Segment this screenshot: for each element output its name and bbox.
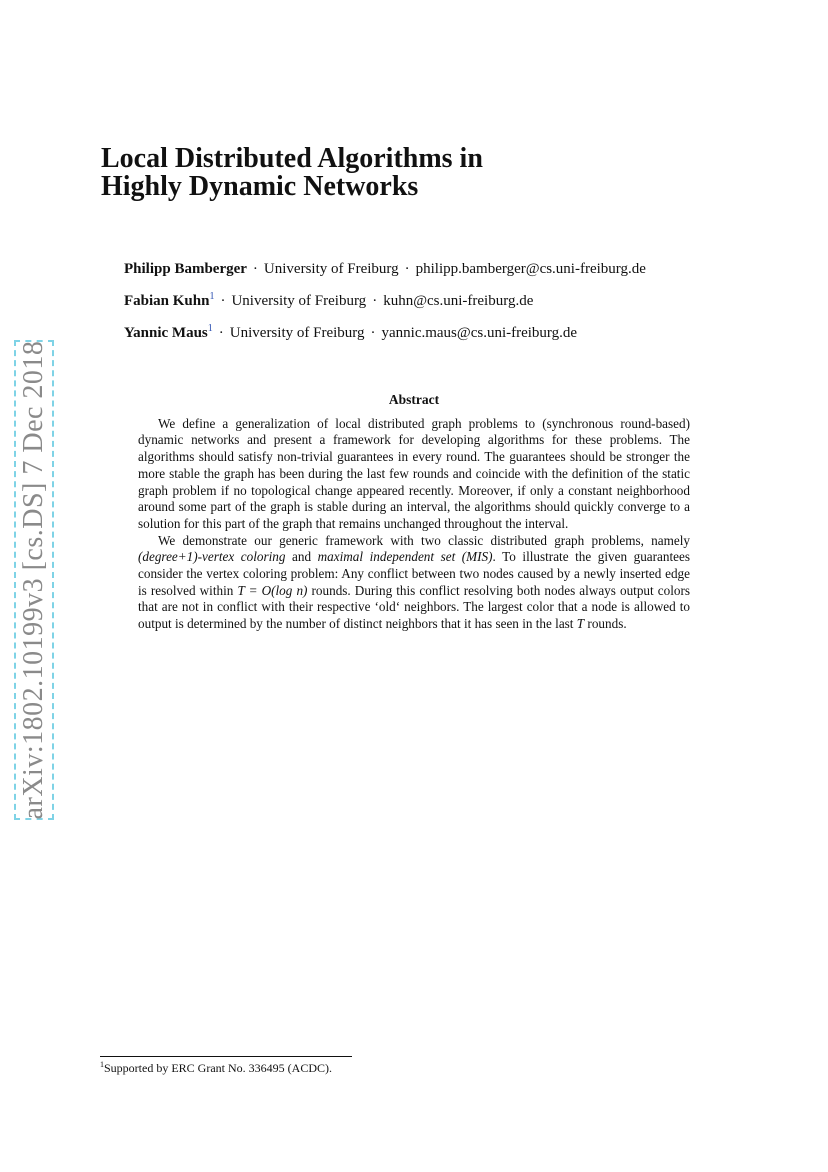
footnote-mark: 1 [100,1060,104,1069]
author-email: kuhn@cs.uni-freiburg.de [383,293,534,309]
author-row [124,315,646,347]
separator: · [218,325,224,341]
footnote-text: Supported by ERC Grant No. 336495 (ACDC). [104,1061,332,1075]
author-row [124,283,646,315]
text-run: . To illustrate the given guarantees consider the vertex coloring problem: Any conflict between two nodes caused by a newly inserted edge is resolved within [138,549,690,598]
emphasis-mis: maximal independent set (MIS) [317,549,493,565]
author-affiliation: University of Freiburg [229,325,365,341]
author-affiliation: University of Freiburg [263,261,399,277]
abstract [138,392,690,633]
footnote-marker[interactable]: 1 [209,291,215,302]
paper-title [101,145,483,201]
footnote [100,1060,332,1076]
author-row [124,256,646,283]
author-email: yannic.maus@cs.uni-freiburg.de [381,325,578,341]
separator: · [404,261,410,277]
author-name: Philipp Bamberger [124,261,247,277]
author-name: Yannic Maus [124,325,208,341]
arxiv-stamp [14,340,54,820]
separator: · [372,293,378,309]
abstract-heading: Abstract [388,392,440,407]
author-list [124,256,646,347]
text-run: and [285,549,318,565]
text-run: rounds. During this conflict resolving both nodes always output colors that are not in conflict with their respective ‘old‘ neighbors. The largest color that a node is allowed to output is determined by the number of distinct neighbors that it has seen in the last [138,582,690,632]
arxiv-identifier: arXiv:1802.10199v3 [cs.DS] 7 Dec 2018 [18,340,49,820]
footnote-marker[interactable]: 1 [207,323,213,334]
emphasis-coloring: (degree+1)-vertex coloring [138,549,286,565]
author-affiliation: University of Freiburg [231,293,367,309]
separator: · [220,293,226,309]
separator: · [252,261,258,277]
title-line-1: Local Distributed Algorithms in [101,143,483,174]
author-email: philipp.bamberger@cs.uni-freiburg.de [415,261,646,277]
math-bound: T = O(log n) [237,582,308,598]
text-run: We demonstrate our generic framework with two classic distributed graph problems, namely [158,532,690,548]
title-line-2: Highly Dynamic Networks [101,171,419,202]
math-t: T [576,616,585,632]
footnote-rule [100,1056,352,1057]
abstract-paragraph-1: We define a generalization of local distributed graph problems to (synchronous round-based) dynamic networks and present a framework for developing algorithms for these problems. The algorithms should satisfy non-trivial guarantees in every round. The guarantees should be stronger the more stable the graph has been during the last few rounds and coincide with the definition of the static graph problem if no topological change appeared recently. Moreover, if only a constant neighborhood around some part of the graph is stable during an interval, the algorithms should quickly converge to a solution for this part of the graph that remains unchanged throughout the interval. [138,415,690,531]
text-run: rounds. [584,616,627,632]
abstract-paragraph-2 [138,533,690,633]
author-name: Fabian Kuhn [124,293,210,309]
separator: · [370,325,376,341]
